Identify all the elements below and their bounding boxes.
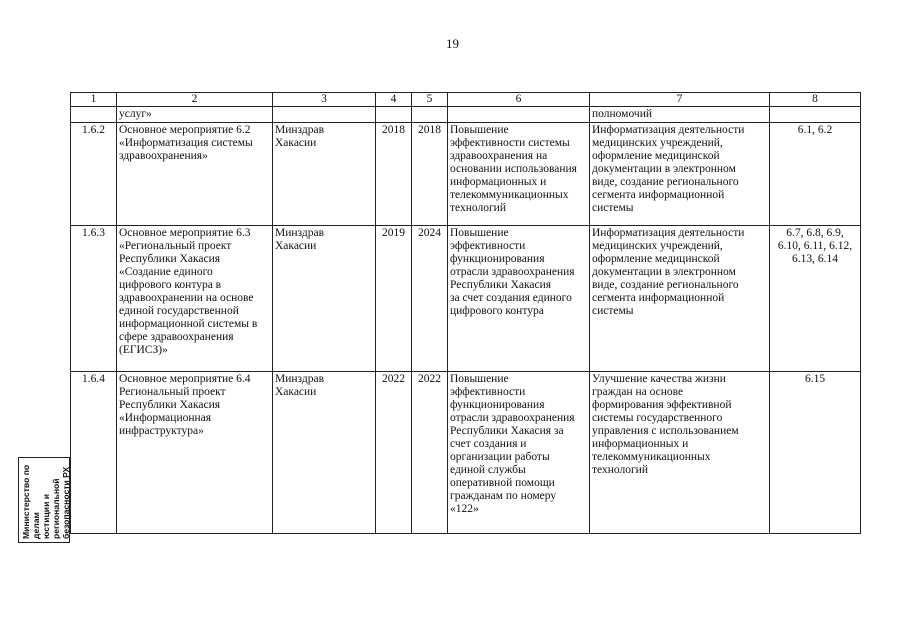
consequence: Информатизация деятельности медицинских учреждений, оформление медицинской документации в электронном виде, создание регионального сегмента информационной системы (590, 226, 770, 372)
consequence: Улучшение качества жизни граждан на основе формирования эффективной системы государственного управления с использованием информационных и телекоммуникационных технологий (590, 372, 770, 534)
row-number: 1.6.4 (71, 372, 117, 534)
row-number: 1.6.2 (71, 123, 117, 226)
start-year: 2018 (376, 123, 412, 226)
table-row (71, 226, 861, 372)
registration-stamp (18, 457, 70, 543)
row-number: 1.6.3 (71, 226, 117, 372)
indicator-refs: 6.15 (770, 372, 861, 534)
continued-name-text: услуг» (117, 107, 273, 123)
continued-consequence-text: полномочий (590, 107, 770, 123)
consequence: Информатизация деятельности медицинских учреждений, оформление медицинской документации в электронном виде, создание регионального сегмента информационной системы (590, 123, 770, 226)
indicator-refs: 6.7, 6.8, 6.9, 6.10, 6.11, 6.12, 6.13, 6.14 (770, 226, 861, 372)
measure-name: Основное мероприятие 6.3 «Региональный проект Республики Хакасия «Создание единого цифрового контура в здравоохранении на основе единой государственной информационной системы в сфере здравоохранения (ЕГИСЗ)» (117, 226, 273, 372)
column-number: 5 (412, 93, 448, 107)
column-number: 8 (770, 93, 861, 107)
page-number: 19 (446, 36, 459, 51)
end-year: 2024 (412, 226, 448, 372)
stamp-line: юстиции и региональной (41, 478, 61, 539)
column-number: 7 (590, 93, 770, 107)
executor: Минздрав Хакасии (273, 226, 376, 372)
column-number: 1 (71, 93, 117, 107)
column-number: 4 (376, 93, 412, 107)
measure-name: Основное мероприятие 6.4 Региональный проект Республики Хакасия «Информационная инфраструктура» (117, 372, 273, 534)
column-number: 2 (117, 93, 273, 107)
stamp-line: Министерство по делам (21, 464, 41, 539)
expected-result: Повышение эффективности системы здравоохранения на основании использования информационных и телекоммуникационных технологий (448, 123, 590, 226)
measure-name: Основное мероприятие 6.2 «Информатизация системы здравоохранения» (117, 123, 273, 226)
table-row (71, 372, 861, 534)
expected-result: Повышение эффективности функционирования отрасли здравоохранения Республики Хакасия за счет создания и организации работы единой службы оперативной помощи гражданам по номеру «122» (448, 372, 590, 534)
start-year: 2022 (376, 372, 412, 534)
executor: Минздрав Хакасии (273, 123, 376, 226)
expected-result: Повышение эффективности функционирования отрасли здравоохранения Республики Хакасия за счет создания единого цифрового контура (448, 226, 590, 372)
column-number: 3 (273, 93, 376, 107)
executor: Минздрав Хакасии (273, 372, 376, 534)
start-year: 2019 (376, 226, 412, 372)
table-row (71, 123, 861, 226)
column-number: 6 (448, 93, 590, 107)
end-year: 2022 (412, 372, 448, 534)
end-year: 2018 (412, 123, 448, 226)
continuation-row (71, 107, 861, 123)
measures-table (70, 92, 861, 534)
stamp-line: безопасности РХ (61, 466, 71, 539)
column-number-row (71, 93, 861, 107)
indicator-refs: 6.1, 6.2 (770, 123, 861, 226)
